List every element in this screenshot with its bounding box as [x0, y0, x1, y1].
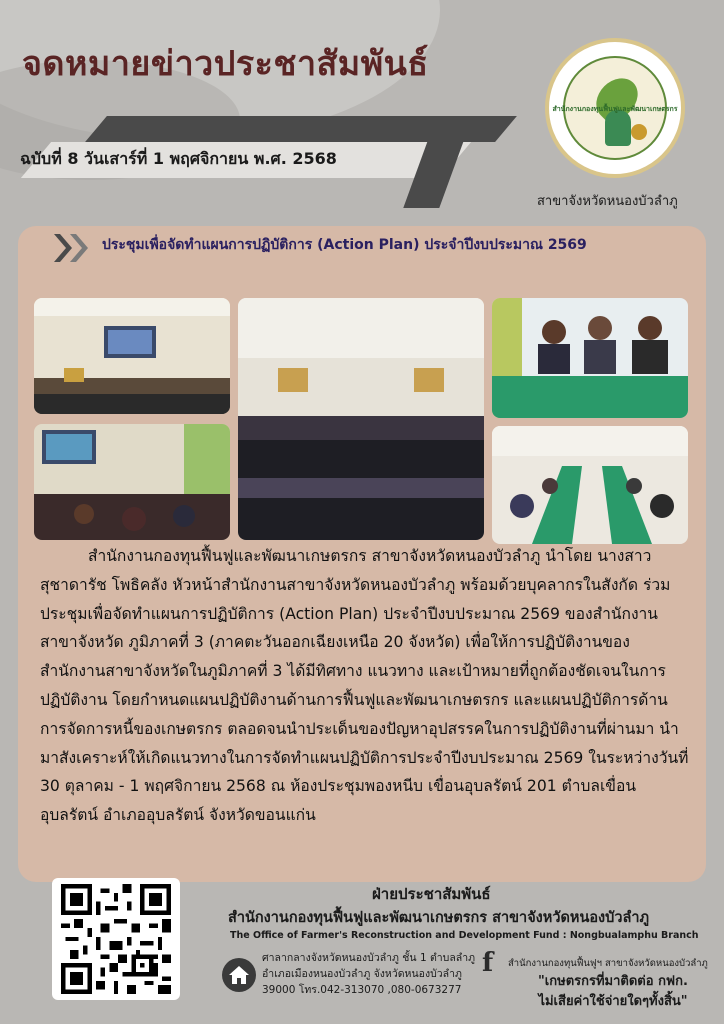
article-card [18, 226, 706, 882]
agency-logo [545, 38, 685, 178]
photo-group-picture[interactable] [238, 298, 484, 540]
address-phone: 39000 โทร.042-313070 ,080-0673277 [262, 984, 462, 996]
address-line-2: อำเภอเมืองหนองบัวลำภู จังหวัดหนองบัวลำภู [262, 968, 462, 980]
office-name-english: The Office of Farmer's Reconstruction and Development Fund : Nongbualamphu Branch [230, 930, 699, 941]
photo-staff-at-table[interactable] [492, 298, 688, 418]
photo-meeting-presenter[interactable] [34, 424, 230, 540]
double-chevron-icon-2 [68, 232, 92, 264]
article-headline: ประชุมเพื่อจัดทำแผนการปฏิบัติการ (Action Plan) ประจำปีงบประมาณ 2569 [102, 237, 587, 253]
facebook-page-name[interactable]: สำนักงานกองทุนฟื้นฟูฯ สาขาจังหวัดหนองบัวลำภู [508, 958, 708, 969]
facebook-icon[interactable]: f [482, 948, 494, 978]
office-name-thai: สำนักงานกองทุนฟื้นฟูและพัฒนาเกษตรกร สาขาจังหวัดหนองบัวลำภู [228, 910, 650, 926]
logo-text: สำนักงานกองทุนฟื้นฟูและพัฒนาเกษตรกร [552, 105, 678, 113]
photo-meeting-room-stage[interactable] [34, 298, 230, 414]
slogan-line-2: ไม่เสียค่าใช้จ่ายใดๆทั้งสิ้น" [538, 994, 688, 1009]
pot-icon [631, 124, 647, 140]
home-icon [222, 958, 256, 992]
issue-date: ฉบับที่ 8 วันเสาร์ที่ 1 พฤศจิกายน พ.ศ. 2568 [20, 149, 337, 168]
newsletter-title: จดหมายข่าวประชาสัมพันธ์ [22, 44, 429, 84]
address-line-1: ศาลากลางจังหวัดหนองบัวลำภู ชั้น 1 ตำบลลำภู [262, 952, 476, 964]
farmer-figure-icon [605, 110, 631, 146]
branch-name: สาขาจังหวัดหนองบัวลำภู [537, 194, 678, 209]
address [262, 950, 482, 998]
article-body [40, 542, 690, 830]
article-paragraph: สำนักงานกองทุนฟื้นฟูและพัฒนาเกษตรกร สาขาจังหวัดหนองบัวลำภู นำโดย นางสาวสุชาดารัช โพธิคลัง หัวหน้าสำนักงานสาขาจังหวัดหนองบัวลำภู พร้อมด้วยบุคลากรในสังกัด ร่วมประชุมเพื่อจัดทำแผนการปฏิบัติการ (Action Plan) ประจำปีงบประมาณ 2569 ของสำนักงานสาขาจังหวัด ภูมิภาคที่ 3 (ภาคตะวันออกเฉียงเหนือ 20 จังหวัด) เพื่อให้การปฏิบัติงานของสำนักงานสาขาจังหวัดในภูมิภาคที่ 3 ได้มีทิศทาง แนวทาง และเป้าหมายที่ถูกต้องชัดเจนในการปฏิบัติงาน โดยกำหนดแผนปฏิบัติงานด้านการฟื้นฟูและพัฒนาเกษตรกร และแผนปฏิบัติการด้านการจัดการหนี้ของเกษตรกร ตลอดจนนำประเด็นของปัญหาอุปสรรคในการปฏิบัติงานที่ผ่านมา นำมาสังเคราะห์ให้เกิดแนวทางในการจัดทำแผนปฏิบัติการประจำปีงบประมาณ 2569 ในระหว่างวันที่ 30 ตุลาคม - 1 พฤศจิกายน 2568 ณ ห้องประชุมพองหนีบ เขื่อนอุบลรัตน์ 201 ตำบลเขื่อนอุบลรัตน์ อำเภออุบลรัตน์ จังหวัดขอนแก่น [40, 547, 689, 825]
photo-meeting-tables[interactable] [492, 426, 688, 544]
slogan [528, 972, 698, 1012]
slogan-line-1: "เกษตรกรที่มาติดต่อ กฟก. [538, 974, 688, 989]
qr-code[interactable] [52, 878, 180, 1000]
pr-department: ฝ่ายประชาสัมพันธ์ [372, 885, 491, 903]
